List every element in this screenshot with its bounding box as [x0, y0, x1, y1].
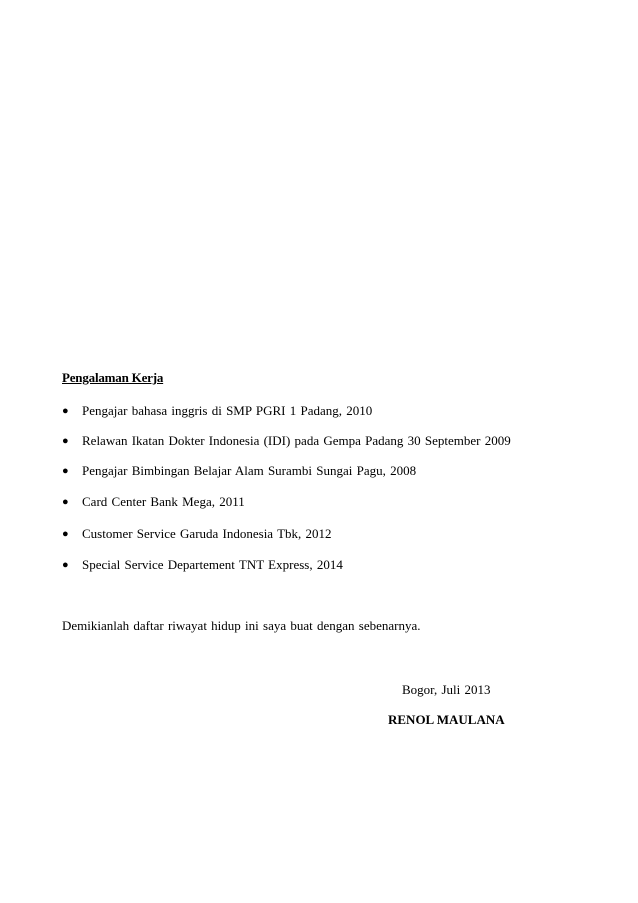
section-heading-work-experience: Pengalaman Kerja	[62, 370, 164, 385]
list-item-text: Relawan Ikatan Dokter Indonesia (IDI) pada Gempa Padang 30 September 2009	[82, 433, 511, 448]
place-date: Bogor, Juli 2013	[402, 682, 491, 697]
list-item-text: Customer Service Garuda Indonesia Tbk, 2012	[82, 526, 332, 541]
list-item-text: Pengajar Bimbingan Belajar Alam Surambi Sungai Pagu, 2008	[82, 463, 417, 478]
list-item-text: Pengajar bahasa inggris di SMP PGRI 1 Padang, 2010	[82, 403, 373, 418]
bullet-icon: ●	[62, 496, 69, 508]
list-item-text: Card Center Bank Mega, 2011	[82, 494, 245, 509]
bullet-icon: ●	[62, 465, 69, 477]
list-item	[62, 402, 372, 420]
bullet-icon: ●	[62, 559, 69, 571]
list-item-text: Special Service Departement TNT Express, 2014	[82, 557, 343, 572]
bullet-icon: ●	[62, 435, 69, 447]
list-item	[62, 462, 416, 480]
list-item	[62, 493, 245, 511]
list-item	[62, 432, 511, 450]
list-item	[62, 556, 343, 574]
bullet-icon: ●	[62, 405, 69, 417]
closing-statement: Demikianlah daftar riwayat hidup ini saya buat dengan sebenarnya.	[62, 618, 421, 633]
list-item	[62, 525, 332, 543]
signer-name: RENOL MAULANA	[388, 712, 505, 727]
bullet-icon: ●	[62, 528, 69, 540]
